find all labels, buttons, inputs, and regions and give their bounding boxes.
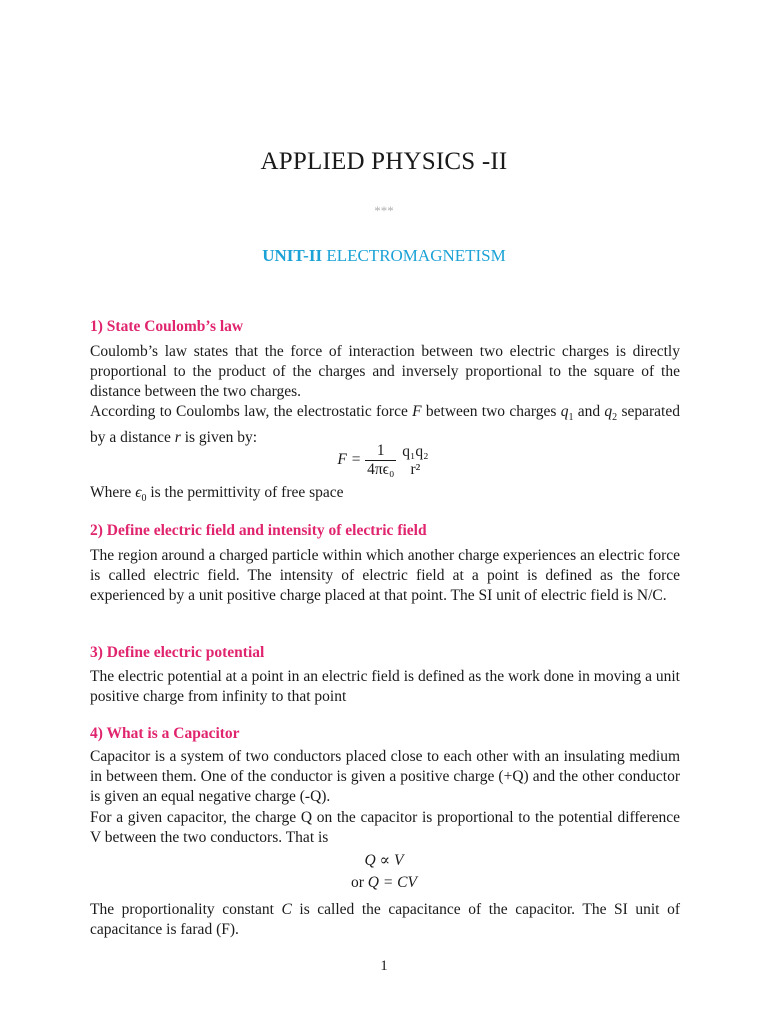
fraction-constant: $\frac{1}{\text{4πϵ₀}}$	[367, 442, 395, 478]
capacitance-equation: or Q = CV	[350, 874, 417, 891]
section-2-heading: 2) Define electric field and intensity of electric field	[90, 522, 427, 539]
section-4-paragraph-3: The proportionality constant C is called the capacitance of the capacitor. The SI unit of capacitance is farad (F).	[90, 901, 680, 938]
section-1-paragraph-1: Coulomb’s law states that the force of interaction between two electric charges is directly proportional to the product of the charges and inversely proportional to the square of the distance between the two charges.	[90, 343, 680, 400]
fraction-charges: q₁q₂ r²	[402, 442, 429, 478]
section-3-paragraph-1: The electric potential at a point in an electric field is defined as the work done in moving a unit positive charge from infinity to that point	[90, 668, 680, 705]
unit-heading	[0, 246, 768, 266]
section-3-heading: 3) Define electric potential	[90, 644, 265, 661]
title-separator: ***	[374, 203, 394, 218]
section-1-paragraph-2: According to Coulombs law, the electrostatic force F between two charges $q_1$ and $q_2$ separated by a distance r is given by:	[90, 403, 680, 447]
proportionality-equation: Q ∝ V	[364, 852, 404, 869]
section-1-paragraph-3: Where $\epsilon_0$ is the permittivity of free space	[90, 484, 344, 505]
section-4-heading: 4) What is a Capacitor	[90, 725, 240, 742]
equation-lhs: F =	[337, 451, 362, 469]
section-1-heading: 1) State Coulomb’s law	[90, 318, 244, 335]
page-number: 1	[380, 958, 388, 974]
section-4-paragraph-1: Capacitor is a system of two conductors placed close to each other with an insulating medium in between them. One of the conductor is given a positive charge (+Q) and the other conductor is given an equal negative charge (-Q).	[90, 748, 680, 805]
unit-label: UNIT-II	[262, 246, 323, 265]
coulomb-equation	[0, 442, 768, 479]
section-2-paragraph-1: The region around a charged particle within which another charge experiences an electric force is called electric field. The intensity of electric field at a point is defined as the force experienced by a unit positive charge placed at that point. The SI unit of electric field is N/C.	[90, 547, 680, 604]
section-4-paragraph-2: For a given capacitor, the charge Q on the capacitor is proportional to the potential difference V between the two conductors. That is	[90, 809, 680, 846]
unit-title: ELECTROMAGNETISM	[322, 246, 506, 265]
page-title: APPLIED PHYSICS -II	[260, 148, 508, 175]
